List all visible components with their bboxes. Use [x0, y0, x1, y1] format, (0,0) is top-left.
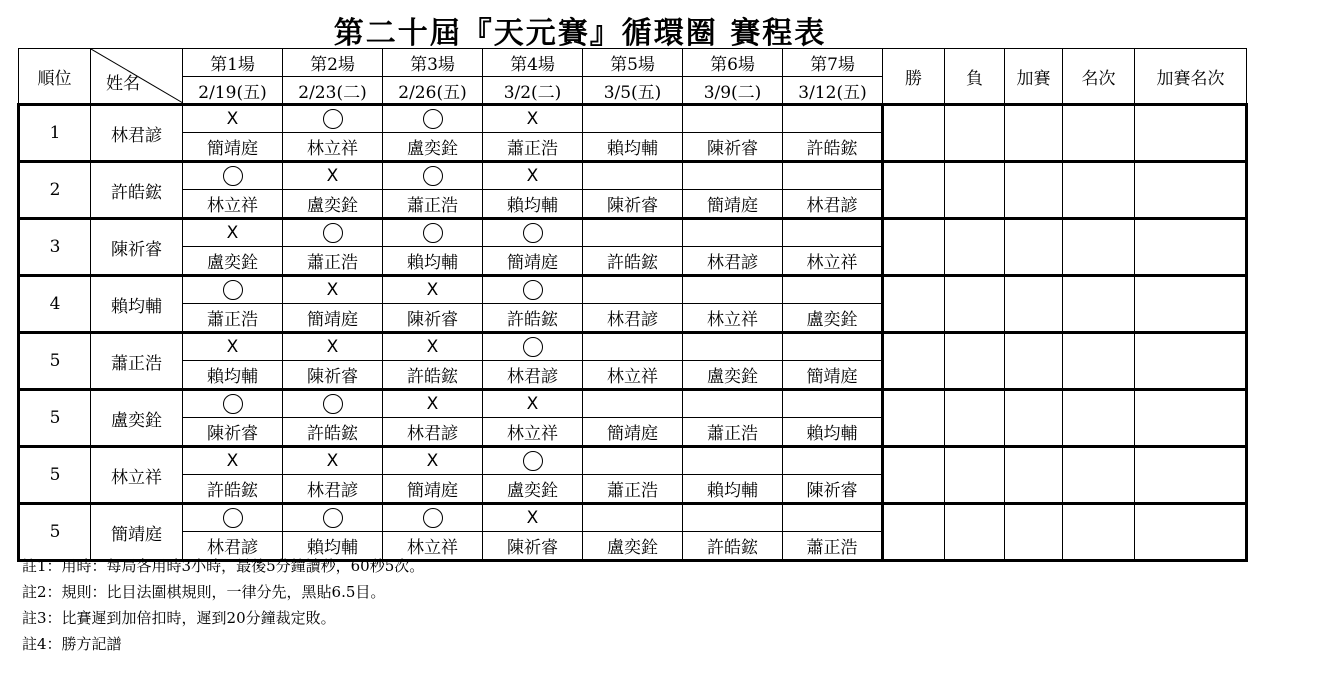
result-cell	[683, 276, 783, 304]
win-circle-icon	[423, 508, 443, 528]
result-cell	[783, 219, 883, 247]
opponent-cell: 陳祈睿	[283, 361, 383, 390]
loss-mark: X	[326, 280, 339, 300]
player-name: 蕭正浩	[91, 333, 183, 390]
result-cell	[483, 447, 583, 475]
note-2: 註2：規則：比目法圍棋規則，一律分先，黑貼6.5目。	[22, 583, 386, 601]
opponent-cell: 簡靖庭	[183, 133, 283, 162]
round-date: 2/19(五)	[183, 77, 283, 105]
result-cell	[683, 162, 783, 190]
playoff-place-cell	[1135, 333, 1247, 390]
wins-cell	[883, 219, 945, 276]
result-cell	[783, 390, 883, 418]
playoff-cell	[1005, 504, 1063, 561]
result-cell	[383, 447, 483, 475]
playoff-cell	[1005, 276, 1063, 333]
result-cell	[383, 333, 483, 361]
opponent-cell: 蕭正浩	[283, 247, 383, 276]
opponent-cell: 陳祈睿	[383, 304, 483, 333]
result-cell	[683, 504, 783, 532]
playoff-place-cell	[1135, 276, 1247, 333]
opponent-cell: 許皓鋐	[683, 532, 783, 561]
result-cell	[383, 105, 483, 133]
win-circle-icon	[423, 223, 443, 243]
loss-mark: X	[426, 280, 439, 300]
result-cell	[483, 105, 583, 133]
round-label: 第3場	[383, 49, 483, 77]
result-cell	[483, 390, 583, 418]
opponent-cell: 簡靖庭	[483, 247, 583, 276]
opponent-cell: 陳祈睿	[783, 475, 883, 504]
loss-mark: X	[526, 166, 539, 186]
losses-cell	[945, 162, 1005, 219]
opponent-cell: 林君諺	[483, 361, 583, 390]
result-cell	[183, 333, 283, 361]
place-cell	[1063, 447, 1135, 504]
result-cell	[683, 219, 783, 247]
wins-cell	[883, 390, 945, 447]
header-losses: 負	[945, 49, 1005, 105]
wins-cell	[883, 162, 945, 219]
result-cell	[183, 219, 283, 247]
result-cell	[183, 276, 283, 304]
wins-cell	[883, 276, 945, 333]
win-circle-icon	[223, 508, 243, 528]
opponent-cell: 許皓鋐	[783, 133, 883, 162]
header-playoff: 加賽	[1005, 49, 1063, 105]
player-row-result	[19, 504, 1247, 532]
opponent-cell: 許皓鋐	[583, 247, 683, 276]
schedule-table	[17, 48, 1248, 562]
round-date: 3/9(二)	[683, 77, 783, 105]
result-cell	[683, 390, 783, 418]
round-date: 3/12(五)	[783, 77, 883, 105]
header-playoff-place: 加賽名次	[1135, 49, 1247, 105]
opponent-cell: 林立祥	[383, 532, 483, 561]
place-cell	[1063, 504, 1135, 561]
win-circle-icon	[323, 508, 343, 528]
place-cell	[1063, 162, 1135, 219]
player-row-result	[19, 447, 1247, 475]
result-cell	[183, 447, 283, 475]
wins-cell	[883, 105, 945, 162]
result-cell	[683, 447, 783, 475]
result-cell	[183, 390, 283, 418]
losses-cell	[945, 447, 1005, 504]
opponent-cell: 林立祥	[683, 304, 783, 333]
result-cell	[683, 105, 783, 133]
opponent-cell: 林立祥	[783, 247, 883, 276]
opponent-cell: 盧奕銓	[283, 190, 383, 219]
opponent-cell: 林君諺	[583, 304, 683, 333]
playoff-cell	[1005, 105, 1063, 162]
losses-cell	[945, 105, 1005, 162]
result-cell	[583, 162, 683, 190]
player-name: 簡靖庭	[91, 504, 183, 561]
opponent-cell: 陳祈睿	[183, 418, 283, 447]
result-cell	[383, 504, 483, 532]
opponent-cell: 林立祥	[483, 418, 583, 447]
playoff-cell	[1005, 390, 1063, 447]
result-cell	[283, 162, 383, 190]
loss-mark: X	[326, 337, 339, 357]
player-rank: 5	[19, 447, 91, 504]
result-cell	[283, 390, 383, 418]
loss-mark: X	[326, 166, 339, 186]
opponent-cell: 許皓鋐	[283, 418, 383, 447]
win-circle-icon	[323, 223, 343, 243]
result-cell	[783, 447, 883, 475]
notes	[22, 553, 424, 657]
opponent-cell: 賴均輔	[283, 532, 383, 561]
note-4: 註4：勝方記譜	[22, 635, 122, 653]
opponent-cell: 林立祥	[583, 361, 683, 390]
opponent-cell: 賴均輔	[583, 133, 683, 162]
losses-cell	[945, 276, 1005, 333]
result-cell	[283, 447, 383, 475]
result-cell	[683, 333, 783, 361]
player-rank: 3	[19, 219, 91, 276]
opponent-cell: 簡靖庭	[783, 361, 883, 390]
opponent-cell: 陳祈睿	[683, 133, 783, 162]
result-cell	[783, 276, 883, 304]
player-row-result	[19, 333, 1247, 361]
result-cell	[783, 162, 883, 190]
result-cell	[183, 162, 283, 190]
round-label: 第7場	[783, 49, 883, 77]
playoff-cell	[1005, 162, 1063, 219]
result-cell	[483, 276, 583, 304]
round-label: 第2場	[283, 49, 383, 77]
result-cell	[583, 390, 683, 418]
player-row-result	[19, 162, 1247, 190]
result-cell	[783, 333, 883, 361]
playoff-cell	[1005, 333, 1063, 390]
player-name: 林君諺	[91, 105, 183, 162]
result-cell	[583, 219, 683, 247]
opponent-cell: 許皓鋐	[483, 304, 583, 333]
opponent-cell: 蕭正浩	[383, 190, 483, 219]
playoff-cell	[1005, 219, 1063, 276]
win-circle-icon	[523, 223, 543, 243]
place-cell	[1063, 333, 1135, 390]
opponent-cell: 陳祈睿	[483, 532, 583, 561]
header-rank: 順位	[19, 49, 91, 105]
playoff-place-cell	[1135, 219, 1247, 276]
loss-mark: X	[526, 508, 539, 528]
win-circle-icon	[423, 166, 443, 186]
player-name: 林立祥	[91, 447, 183, 504]
opponent-cell: 林君諺	[283, 475, 383, 504]
opponent-cell: 蕭正浩	[483, 133, 583, 162]
player-row-result	[19, 276, 1247, 304]
opponent-cell: 許皓鋐	[383, 361, 483, 390]
loss-mark: X	[426, 394, 439, 414]
round-label: 第6場	[683, 49, 783, 77]
result-cell	[783, 105, 883, 133]
loss-mark: X	[526, 109, 539, 129]
win-circle-icon	[323, 109, 343, 129]
losses-cell	[945, 390, 1005, 447]
opponent-cell: 盧奕銓	[183, 247, 283, 276]
opponent-cell: 許皓鋐	[183, 475, 283, 504]
round-label: 第5場	[583, 49, 683, 77]
result-cell	[383, 276, 483, 304]
result-cell	[583, 276, 683, 304]
opponent-cell: 賴均輔	[183, 361, 283, 390]
playoff-place-cell	[1135, 504, 1247, 561]
result-cell	[483, 219, 583, 247]
round-date: 3/5(五)	[583, 77, 683, 105]
wins-cell	[883, 447, 945, 504]
note-1: 註1：用時：每局各用時3小時，最後5分鐘讀秒，60秒5次。	[22, 557, 425, 575]
losses-cell	[945, 219, 1005, 276]
playoff-place-cell	[1135, 105, 1247, 162]
loss-mark: X	[326, 451, 339, 471]
result-cell	[183, 105, 283, 133]
win-circle-icon	[223, 166, 243, 186]
opponent-cell: 賴均輔	[783, 418, 883, 447]
player-name: 陳祈睿	[91, 219, 183, 276]
round-label: 第1場	[183, 49, 283, 77]
opponent-cell: 蕭正浩	[783, 532, 883, 561]
result-cell	[283, 276, 383, 304]
player-rank: 5	[19, 333, 91, 390]
player-rank: 5	[19, 390, 91, 447]
opponent-cell: 林君諺	[383, 418, 483, 447]
header-wins: 勝	[883, 49, 945, 105]
opponent-cell: 盧奕銓	[683, 361, 783, 390]
loss-mark: X	[426, 337, 439, 357]
result-cell	[283, 219, 383, 247]
place-cell	[1063, 219, 1135, 276]
opponent-cell: 盧奕銓	[583, 532, 683, 561]
result-cell	[483, 504, 583, 532]
header-name-diagonal	[91, 49, 183, 105]
page-title: 第二十屆『天元賽』循環圈 賽程表	[333, 16, 827, 51]
opponent-cell: 簡靖庭	[383, 475, 483, 504]
result-cell	[283, 105, 383, 133]
opponent-cell: 陳祈睿	[583, 190, 683, 219]
loss-mark: X	[526, 394, 539, 414]
win-circle-icon	[523, 280, 543, 300]
result-cell	[283, 333, 383, 361]
win-circle-icon	[423, 109, 443, 129]
loss-mark: X	[226, 337, 239, 357]
win-circle-icon	[523, 451, 543, 471]
wins-cell	[883, 333, 945, 390]
loss-mark: X	[226, 223, 239, 243]
playoff-place-cell	[1135, 447, 1247, 504]
opponent-cell: 林君諺	[783, 190, 883, 219]
opponent-cell: 賴均輔	[383, 247, 483, 276]
round-date: 2/26(五)	[383, 77, 483, 105]
place-cell	[1063, 105, 1135, 162]
loss-mark: X	[226, 451, 239, 471]
opponent-cell: 簡靖庭	[283, 304, 383, 333]
player-row-result	[19, 105, 1247, 133]
opponent-cell: 林君諺	[683, 247, 783, 276]
win-circle-icon	[223, 280, 243, 300]
playoff-cell	[1005, 447, 1063, 504]
player-rank: 2	[19, 162, 91, 219]
losses-cell	[945, 333, 1005, 390]
result-cell	[783, 504, 883, 532]
player-rank: 1	[19, 105, 91, 162]
opponent-cell: 盧奕銓	[483, 475, 583, 504]
place-cell	[1063, 390, 1135, 447]
player-row-result	[19, 219, 1247, 247]
player-row-result	[19, 390, 1247, 418]
loss-mark: X	[426, 451, 439, 471]
result-cell	[183, 504, 283, 532]
opponent-cell: 林立祥	[183, 190, 283, 219]
round-label: 第4場	[483, 49, 583, 77]
player-rank: 4	[19, 276, 91, 333]
opponent-cell: 林君諺	[183, 532, 283, 561]
result-cell	[583, 447, 683, 475]
wins-cell	[883, 504, 945, 561]
playoff-place-cell	[1135, 162, 1247, 219]
result-cell	[383, 390, 483, 418]
opponent-cell: 林立祥	[283, 133, 383, 162]
note-3: 註3：比賽遲到加倍扣時，遲到20分鐘裁定敗。	[22, 609, 336, 627]
player-name: 賴均輔	[91, 276, 183, 333]
playoff-place-cell	[1135, 390, 1247, 447]
win-circle-icon	[523, 337, 543, 357]
win-circle-icon	[323, 394, 343, 414]
losses-cell	[945, 504, 1005, 561]
player-rank: 5	[19, 504, 91, 561]
result-cell	[383, 162, 483, 190]
result-cell	[583, 333, 683, 361]
result-cell	[383, 219, 483, 247]
header-place: 名次	[1063, 49, 1135, 105]
opponent-cell: 盧奕銓	[783, 304, 883, 333]
result-cell	[283, 504, 383, 532]
win-circle-icon	[223, 394, 243, 414]
player-name: 許皓鋐	[91, 162, 183, 219]
opponent-cell: 簡靖庭	[583, 418, 683, 447]
opponent-cell: 賴均輔	[683, 475, 783, 504]
opponent-cell: 簡靖庭	[683, 190, 783, 219]
round-date: 3/2(二)	[483, 77, 583, 105]
place-cell	[1063, 276, 1135, 333]
opponent-cell: 蕭正浩	[183, 304, 283, 333]
opponent-cell: 蕭正浩	[683, 418, 783, 447]
result-cell	[483, 162, 583, 190]
header-name: 姓名	[106, 74, 140, 94]
player-name: 盧奕銓	[91, 390, 183, 447]
loss-mark: X	[226, 109, 239, 129]
opponent-cell: 賴均輔	[483, 190, 583, 219]
opponent-cell: 盧奕銓	[383, 133, 483, 162]
result-cell	[483, 333, 583, 361]
result-cell	[583, 105, 683, 133]
round-date: 2/23(二)	[283, 77, 383, 105]
opponent-cell: 蕭正浩	[583, 475, 683, 504]
result-cell	[583, 504, 683, 532]
